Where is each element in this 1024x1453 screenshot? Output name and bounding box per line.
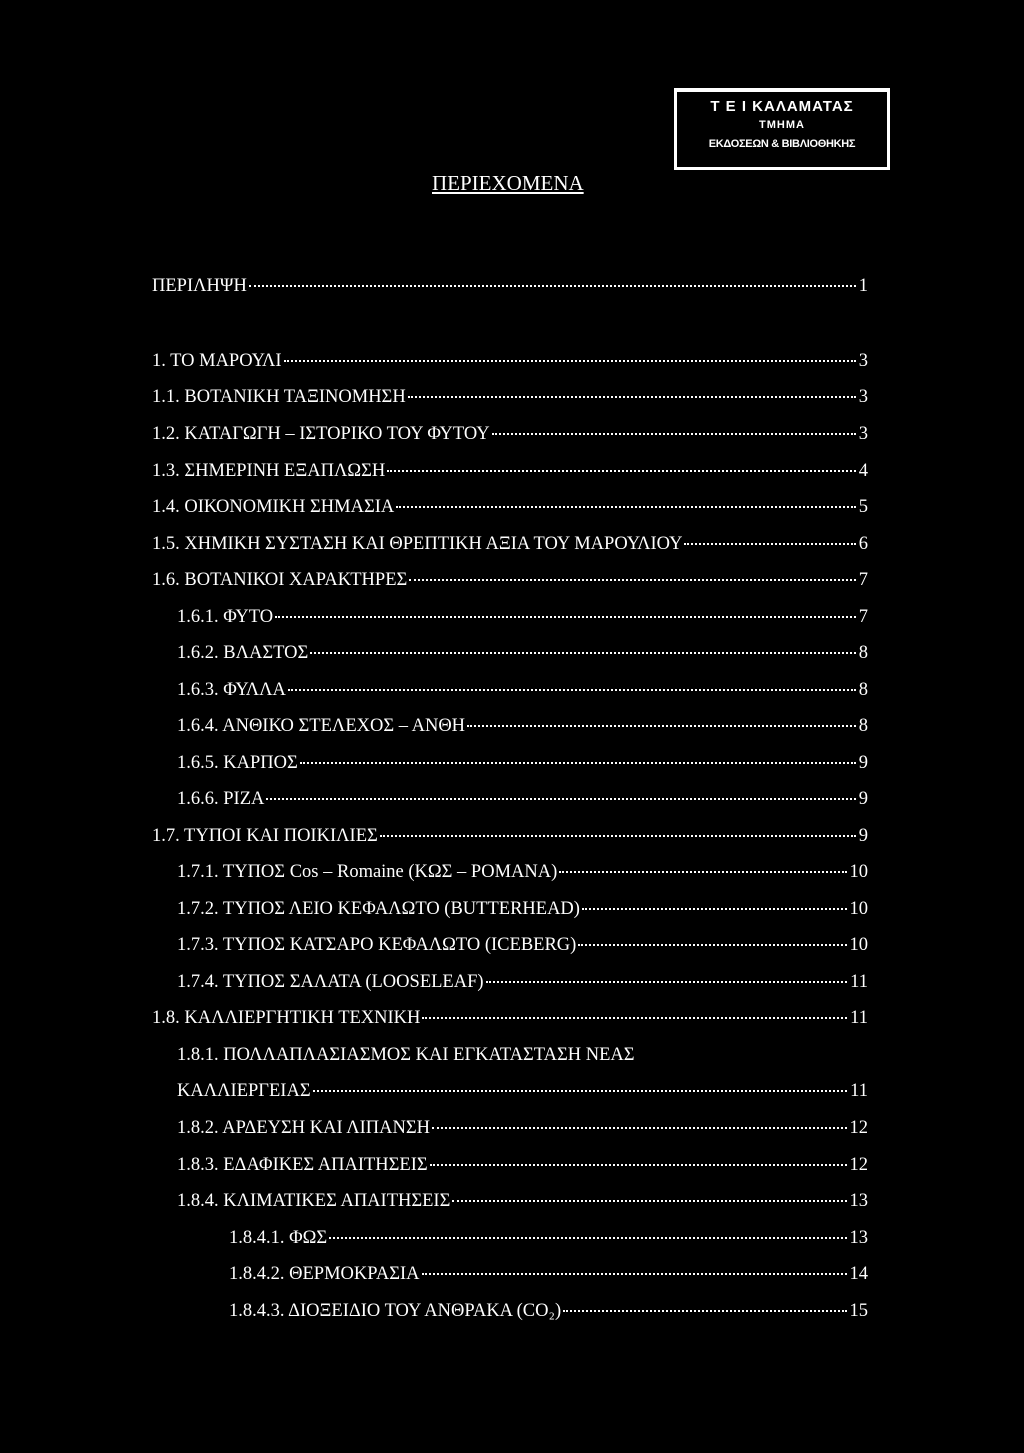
toc-entry[interactable] [152,533,868,555]
toc-entry-label: 1.6.4. ΑΝΘΙΚΟ ΣΤΕΛΕΧΟΣ – ΑΝΘΗ [177,716,466,736]
stamp-line-section: ΕΚΔΟΣΕΩΝ & ΒΙΒΛΙΟΘΗΚΗΣ [708,138,856,150]
toc-entry-page: 1 [858,276,868,296]
toc-entry-page: 15 [849,1301,868,1321]
toc-entry[interactable] [152,825,868,847]
toc-entry-label: 1.1. ΒΟΤΑΝΙΚΗ ΤΑΞΙΝΟΜΗΣΗ [152,387,406,407]
toc-entry-page: 10 [849,862,868,882]
toc-entry-page: 12 [849,1118,868,1138]
toc-entry-page: 11 [850,1081,868,1101]
toc-entry[interactable] [152,423,868,445]
toc-dot-leader [559,871,846,873]
toc-entry-page: 3 [858,351,868,371]
toc-dot-leader [582,908,847,910]
toc-entry[interactable] [229,1263,868,1285]
toc-entry-page: 7 [858,607,868,627]
toc-entry-page: 10 [849,935,868,955]
toc-dot-leader [452,1200,846,1202]
toc-entry-label: ΚΑΛΛΙΕΡΓΕΙΑΣ [177,1081,311,1101]
toc-entry[interactable] [152,275,868,297]
toc-entry[interactable] [177,715,868,737]
toc-dot-leader [486,981,848,983]
toc-entry-label: 1.7.2. ΤΥΠΟΣ ΛΕΙΟ ΚΕΦΑΛΩΤΟ (BUTTERHEAD) [177,899,580,919]
toc-dot-leader [300,762,856,764]
toc-dot-leader [430,1164,847,1166]
toc-dot-leader [275,616,856,618]
toc-dot-leader [396,506,856,508]
toc-dot-leader [329,1237,846,1239]
toc-entry-label: 1.7.3. ΤΥΠΟΣ ΚΑΤΣΑΡΟ ΚΕΦΑΛΩΤΟ (ICEBERG) [177,935,577,955]
library-stamp [674,88,890,170]
toc-entry-page: 13 [849,1228,868,1248]
toc-entry-page: 13 [849,1191,868,1211]
toc-entry[interactable] [152,460,868,482]
toc-dot-leader [492,433,856,435]
toc-dot-leader [563,1310,846,1312]
toc-entry[interactable] [177,898,868,920]
toc-entry-label: 1.8.4.1. ΦΩΣ [229,1228,328,1248]
toc-dot-leader [578,944,846,946]
toc-entry-label: 1.5. ΧΗΜΙΚΗ ΣΥΣΤΑΣΗ ΚΑΙ ΘΡΕΠΤΙΚΗ ΑΞΙΑ ΤΟΥ ΜΑΡΟΥΛΙΟΥ [152,534,683,554]
toc-entry[interactable] [152,350,868,372]
toc-entry-label: 1.8.1. ΠΟΛΛΑΠΛΑΣΙΑΣΜΟΣ ΚΑΙ ΕΓΚΑΤΑΣΤΑΣΗ ΝΕΑΣ [177,1045,635,1065]
toc-dot-leader [467,725,856,727]
toc-dot-leader [409,579,855,581]
toc-entry[interactable] [177,971,868,993]
toc-dot-leader [684,543,855,545]
toc-entry-label: 1.2. ΚΑΤΑΓΩΓΗ – ΙΣΤΟΡΙΚΟ ΤΟΥ ΦΥΤΟΥ [152,424,490,444]
toc-entry[interactable] [177,752,868,774]
toc-entry-label: 1.8. ΚΑΛΛΙΕΡΓΗΤΙΚΗ ΤΕΧΝΙΚΗ [152,1008,421,1028]
toc-entry-page: 7 [858,570,868,590]
toc-entry-page: 11 [850,972,868,992]
toc-entry-label: 1.4. ΟΙΚΟΝΟΜΙΚΗ ΣΗΜΑΣΙΑ [152,497,395,517]
toc-entry-page: 9 [858,753,868,773]
toc-entry-page: 8 [858,680,868,700]
toc-entry-label: 1.6. ΒΟΤΑΝΙΚΟΙ ΧΑΡΑΚΤΗΡΕΣ [152,570,408,590]
toc-entry-page: 9 [858,789,868,809]
toc-dot-leader [387,470,855,472]
toc-dot-leader [380,835,856,837]
toc-entry-label: 1.6.2. ΒΛΑΣΤΟΣ [177,643,309,663]
toc-entry[interactable] [177,1044,868,1066]
toc-entry[interactable] [177,1190,868,1212]
toc-entry-label: 1.6.1. ΦΥΤΟ [177,607,274,627]
toc-entry-label: 1.8.2. ΑΡΔΕΥΣΗ ΚΑΙ ΛΙΠΑΝΣΗ [177,1118,431,1138]
toc-entry[interactable] [177,642,868,664]
toc-entry[interactable] [177,679,868,701]
toc-entry-page: 8 [858,716,868,736]
stamp-line-institution: Τ Ε Ι ΚΑΛΑΜΑΤΑΣ [710,98,854,115]
stamp-line-department: ΤΜΗΜΑ [759,119,805,131]
toc-entry-page: 9 [858,826,868,846]
toc-entry[interactable] [177,1117,868,1139]
toc-dot-leader [408,396,856,398]
toc-entry-label: 1.6.5. ΚΑΡΠΟΣ [177,753,298,773]
toc-dot-leader [288,689,856,691]
toc-dot-leader [310,652,856,654]
toc-entry-page: 10 [849,899,868,919]
toc-dot-leader [422,1273,847,1275]
toc-entry-label: 1.8.3. ΕΔΑΦΙΚΕΣ ΑΠΑΙΤΗΣΕΙΣ [177,1155,428,1175]
toc-entry[interactable] [229,1227,868,1249]
toc-entry-label: 1.6.6. ΡΙΖΑ [177,789,265,809]
page-title: ΠΕΡΙΕΧΟΜΕΝΑ [432,171,584,195]
toc-entry[interactable] [177,1080,868,1102]
toc-entry-label: 1.8.4.2. ΘΕΡΜΟΚΡΑΣΙΑ [229,1264,420,1284]
toc-entry-label: 1.7. ΤΥΠΟΙ ΚΑΙ ΠΟΙΚΙΛΙΕΣ [152,826,378,846]
toc-dot-leader [249,285,856,287]
toc-entry-label: 1.7.4. ΤΥΠΟΣ ΣΑΛΑΤΑ (LOOSELEAF) [177,972,484,992]
toc-entry[interactable] [177,788,868,810]
toc-entry-label: 1.8.4. ΚΛΙΜΑΤΙΚΕΣ ΑΠΑΙΤΗΣΕΙΣ [177,1191,451,1211]
toc-entry[interactable] [177,606,868,628]
toc-entry[interactable] [177,934,868,956]
toc-entry[interactable] [152,496,868,518]
toc-entry-page: 5 [858,497,868,517]
toc-dot-leader [432,1127,846,1129]
toc-entry-label: 1. ΤΟ ΜΑΡΟΥΛΙ [152,351,282,371]
toc-entry-page: 3 [858,424,868,444]
toc-entry-page: 12 [849,1155,868,1175]
toc-entry-page: 3 [858,387,868,407]
toc-entry[interactable] [152,569,868,591]
toc-entry[interactable] [152,1007,868,1029]
toc-dot-leader [422,1017,847,1019]
toc-entry-page: 6 [858,534,868,554]
toc-entry[interactable] [177,861,868,883]
toc-entry-page: 8 [858,643,868,663]
toc-dot-leader [313,1090,848,1092]
toc-entry-page: 14 [849,1264,868,1284]
toc-entry[interactable] [229,1300,868,1322]
toc-entry-label: 1.8.4.3. ΔΙΟΞΕΙΔΙΟ ΤΟΥ ΑΝΘΡΑΚΑ (CO₂) [229,1301,562,1321]
toc-entry[interactable] [177,1154,868,1176]
toc-entry-page: 11 [850,1008,868,1028]
toc-entry-label: 1.7.1. ΤΥΠΟΣ Cos – Romaine (ΚΩΣ – ΡΟΜΑΝΑ) [177,862,558,882]
toc-entry-label: 1.6.3. ΦΥΛΛΑ [177,680,286,700]
toc-entry-label: ΠΕΡΙΛΗΨΗ [152,276,247,296]
toc-entry-page: 4 [858,461,868,481]
toc-entry-label: 1.3. ΣΗΜΕΡΙΝΗ ΕΞΑΠΛΩΣΗ [152,461,386,481]
toc-entry[interactable] [152,386,868,408]
toc-dot-leader [266,798,855,800]
toc-dot-leader [284,360,856,362]
